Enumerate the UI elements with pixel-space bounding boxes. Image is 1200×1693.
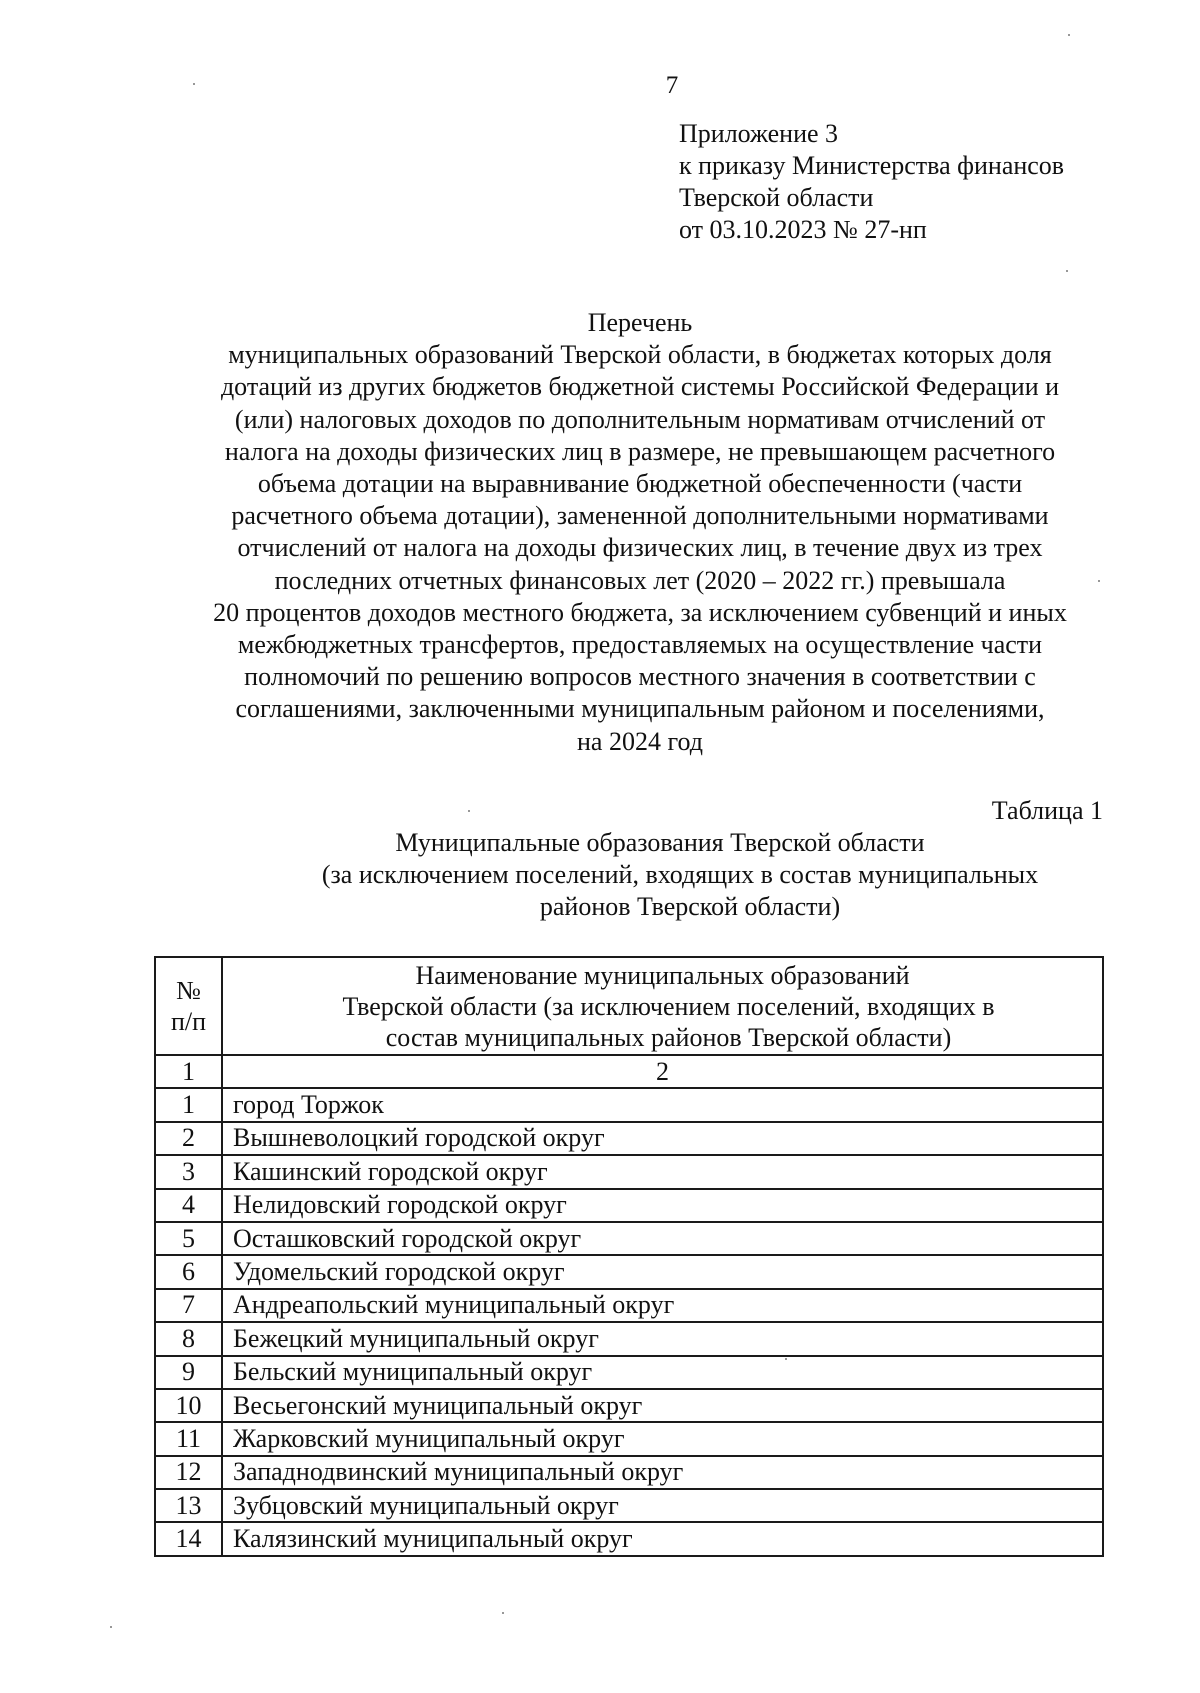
row-number-cell: 11 xyxy=(155,1422,222,1455)
row-name-cell: Осташковский городской округ xyxy=(222,1222,1103,1255)
table-row xyxy=(155,1456,1103,1489)
scan-speck xyxy=(1068,34,1070,36)
scan-speck xyxy=(110,1626,112,1628)
row-name-cell: Калязинский муниципальный округ xyxy=(222,1522,1103,1555)
table-row xyxy=(155,1322,1103,1355)
appendix-line: Тверской области xyxy=(679,183,874,212)
row-number-cell: 9 xyxy=(155,1356,222,1389)
row-number-cell: 10 xyxy=(155,1389,222,1422)
subtitle-line: (за исключением поселений, входящих в состав муниципальных xyxy=(321,860,1039,889)
row-number-cell: 8 xyxy=(155,1322,222,1355)
title-line: соглашениями, заключенными муниципальным районом и поселениями, xyxy=(235,694,1045,724)
row-name-cell: Весьегонский муниципальный округ xyxy=(222,1389,1103,1422)
table-row xyxy=(155,1088,1103,1121)
title-line: объема дотации на выравнивание бюджетной обеспеченности (части xyxy=(257,469,1023,499)
appendix-line: к приказу Министерства финансов xyxy=(679,151,1065,180)
column-number-cell: 2 xyxy=(222,1055,1103,1088)
row-name-cell: Зубцовский муниципальный округ xyxy=(222,1489,1103,1522)
table-row xyxy=(155,1356,1103,1389)
row-name-cell: город Торжок xyxy=(222,1088,1103,1121)
table-row xyxy=(155,1489,1103,1522)
title-line: (или) налоговых доходов по дополнительным нормативам отчислений от xyxy=(234,404,1046,434)
row-name-cell: Андреапольский муниципальный округ xyxy=(222,1289,1103,1322)
table-row xyxy=(155,1189,1103,1222)
table-row xyxy=(155,1422,1103,1455)
table-row xyxy=(155,1289,1103,1322)
municipalities-table xyxy=(154,956,1104,1557)
scan-speck xyxy=(502,1612,504,1614)
header-number-line: п/п xyxy=(170,1007,207,1036)
header-name xyxy=(222,957,1103,1055)
table-row xyxy=(155,1155,1103,1188)
row-name-cell: Жарковский муниципальный округ xyxy=(222,1422,1103,1455)
title-line: отчислений от налога на доходы физических лиц, в течение двух из трех xyxy=(237,533,1043,563)
row-number-cell: 4 xyxy=(155,1189,222,1222)
page-number: 7 xyxy=(665,72,679,99)
scan-speck xyxy=(785,1358,787,1360)
title-line: муниципальных образований Тверской области, в бюджетах которых доля xyxy=(228,340,1052,370)
row-name-cell: Западнодвинский муниципальный округ xyxy=(222,1456,1103,1489)
row-number-cell: 12 xyxy=(155,1456,222,1489)
title-line: на 2024 год xyxy=(577,726,703,756)
row-number-cell: 14 xyxy=(155,1522,222,1555)
table-row xyxy=(155,1222,1103,1255)
row-name-cell: Бежецкий муниципальный округ xyxy=(222,1322,1103,1355)
title-heading: Перечень xyxy=(587,308,693,337)
row-number-cell: 3 xyxy=(155,1155,222,1188)
title-line: межбюджетных трансфертов, предоставляемых на осуществление части xyxy=(237,630,1043,660)
header-name-line: Тверской области (за исключением поселений, входящих в xyxy=(342,991,995,1021)
table-label: Таблица 1 xyxy=(991,796,1103,825)
row-name-cell: Бельский муниципальный округ xyxy=(222,1356,1103,1389)
table-row xyxy=(155,1255,1103,1288)
row-number-cell: 1 xyxy=(155,1088,222,1121)
title-line: последних отчетных финансовых лет (2020 – 2022 гг.) превышала xyxy=(274,565,1006,595)
header-name-line: Наименование муниципальных образований xyxy=(415,960,910,990)
header-number xyxy=(155,957,222,1055)
table-row xyxy=(155,1389,1103,1422)
title-line: дотаций из других бюджетов бюджетной системы Российской Федерации и xyxy=(220,372,1060,402)
row-name-cell: Нелидовский городской округ xyxy=(222,1189,1103,1222)
document-title xyxy=(150,307,1130,758)
row-number-cell: 13 xyxy=(155,1489,222,1522)
table-header-row xyxy=(155,957,1103,1055)
row-name-cell: Вышневолоцкий городской округ xyxy=(222,1122,1103,1155)
scan-speck xyxy=(1066,270,1068,272)
row-name-cell: Кашинский городской округ xyxy=(222,1155,1103,1188)
row-name-cell: Удомельский городской округ xyxy=(222,1255,1103,1288)
appendix-line: Приложение 3 xyxy=(679,119,839,148)
title-line: налога на доходы физических лиц в размере, не превышающем расчетного xyxy=(224,436,1056,466)
row-number-cell: 2 xyxy=(155,1122,222,1155)
header-number-line: № xyxy=(176,976,201,1005)
table-row xyxy=(155,1122,1103,1155)
table-row xyxy=(155,1522,1103,1555)
row-number-cell: 6 xyxy=(155,1255,222,1288)
title-line: 20 процентов доходов местного бюджета, за исключением субвенций и иных xyxy=(213,597,1067,627)
scan-speck xyxy=(468,810,470,812)
scan-speck xyxy=(1098,580,1100,582)
title-line: полномочий по решению вопросов местного значения в соответствии с xyxy=(244,662,1036,692)
title-line: расчетного объема дотации), замененной дополнительными нормативами xyxy=(231,501,1049,531)
row-number-cell: 7 xyxy=(155,1289,222,1322)
row-number-cell: 5 xyxy=(155,1222,222,1255)
subtitle-line: Муниципальные образования Тверской области xyxy=(395,828,925,857)
table-subtitle xyxy=(150,827,1130,923)
column-number-cell: 1 xyxy=(155,1055,222,1088)
appendix-header xyxy=(679,118,1064,246)
subtitle-line: районов Тверской области) xyxy=(539,892,841,921)
header-name-line: состав муниципальных районов Тверской области) xyxy=(385,1022,952,1052)
appendix-line: от 03.10.2023 № 27-нп xyxy=(679,215,927,244)
scan-speck xyxy=(193,83,195,85)
column-number-row xyxy=(155,1055,1103,1088)
